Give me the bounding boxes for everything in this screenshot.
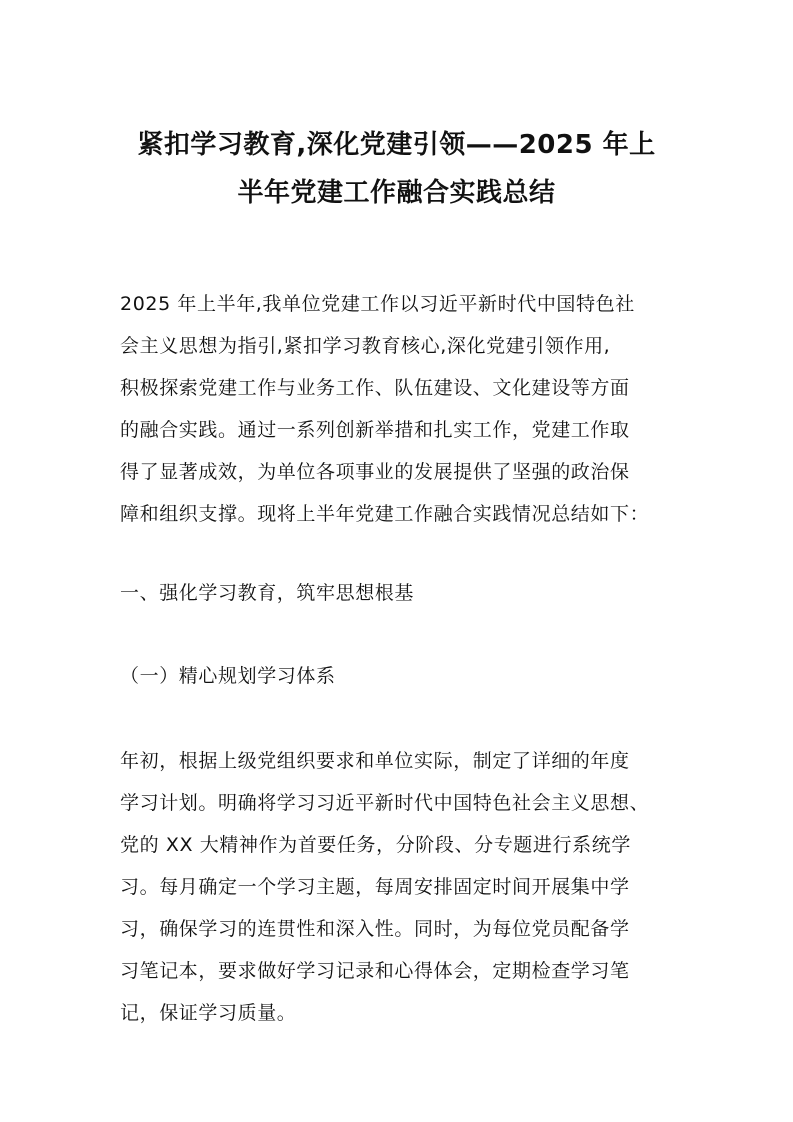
subsection-paragraph bbox=[120, 740, 680, 1034]
paragraph-line: 的融合实践。通过一系列创新举措和扎实工作，党建工作取 bbox=[120, 419, 630, 441]
paragraph-line: 积极探索党建工作与业务工作、队伍建设、文化建设等方面 bbox=[120, 377, 630, 399]
paragraph-line: 习。每月确定一个学习主题，每周安排固定时间开展集中学 bbox=[120, 876, 630, 898]
paragraph-line: 学习计划。明确将学习习近平新时代中国特色社会主义思想、 bbox=[120, 792, 650, 814]
subsection-heading: （一）精心规划学习体系 bbox=[120, 665, 336, 687]
paragraph-line: 党的 XX 大精神作为首要任务，分阶段、分专题进行系统学 bbox=[120, 834, 631, 856]
paragraph-line: 习，确保学习的连贯性和深入性。同时，为每位党员配备学 bbox=[120, 918, 630, 940]
paragraph-line: 得了显著成效，为单位各项事业的发展提供了坚强的政治保 bbox=[120, 461, 630, 483]
paragraph-line: 记，保证学习质量。 bbox=[120, 1002, 297, 1024]
paragraph-line: 会主义思想为指引,紧扣学习教育核心,深化党建引领作用, bbox=[120, 335, 611, 357]
section-heading: 一、强化学习教育，筑牢思想根基 bbox=[120, 582, 415, 604]
paragraph-line: 障和组织支撑。现将上半年党建工作融合实践情况总结如下： bbox=[120, 503, 650, 525]
paragraph-line: 习笔记本，要求做好学习记录和心得体会，定期检查学习笔 bbox=[120, 960, 630, 982]
document-title-line-2: 半年党建工作融合实践总结 bbox=[237, 178, 556, 208]
intro-paragraph bbox=[120, 283, 680, 535]
document-title-line-1: 紧扣学习教育,深化党建引领——2025 年上 bbox=[137, 130, 656, 160]
paragraph-line: 年初，根据上级党组织要求和单位实际，制定了详细的年度 bbox=[120, 750, 630, 772]
paragraph-line: 2025 年上半年,我单位党建工作以习近平新时代中国特色社 bbox=[120, 293, 635, 315]
